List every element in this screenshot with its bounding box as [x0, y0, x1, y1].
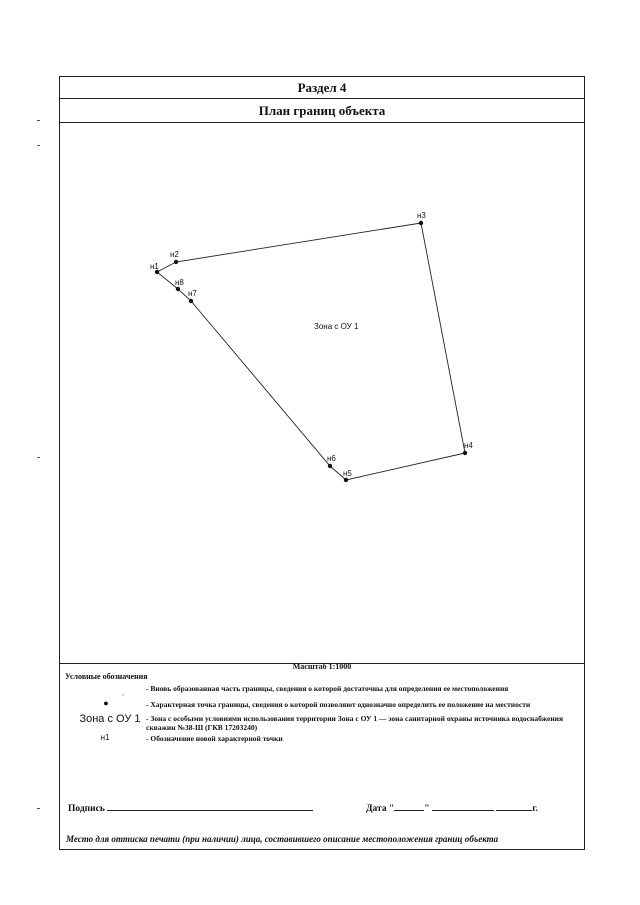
label-n2: н2: [170, 250, 179, 259]
seal-place-note: Место для оттиска печати (при наличии) лица, составившего описание местоположения границ объекта: [66, 834, 499, 844]
legend-symbol-point-id: н1: [100, 733, 110, 742]
legend-symbol-line: [65, 685, 145, 691]
scale-label: Масштаб 1:1000: [292, 662, 352, 671]
point-n3: [419, 221, 423, 225]
legend-symbol-zone: Зона с ОУ 1: [79, 713, 141, 725]
label-n6: н6: [327, 454, 336, 463]
date-day-line: [394, 801, 424, 811]
label-n1: н1: [150, 262, 159, 271]
point-n7: [189, 299, 193, 303]
signature-line: [107, 801, 313, 811]
date-year-line: [496, 801, 532, 811]
section-heading: Раздел 4: [60, 77, 584, 99]
boundary-polygon: [157, 223, 465, 480]
date-label: Дата ": [366, 804, 395, 814]
label-n3: н3: [417, 211, 426, 220]
signature-label: Подпись: [68, 804, 105, 814]
date-month-line: [432, 801, 494, 811]
point-n8: [176, 287, 180, 291]
legend-desc-zone: - Зона с особыми условиями использования территории Зона с ОУ 1 — зона санитарной охраны источника водоснабжения скважин №38-Ш (ГКВ 17203240): [146, 714, 564, 732]
label-n5: н5: [343, 469, 352, 478]
date-row: [366, 801, 538, 814]
point-n5: [344, 478, 348, 482]
plan-drawing: [60, 123, 584, 663]
margin-mark: [37, 457, 40, 458]
legend-title: Условные обозначения: [65, 672, 148, 681]
point-n2: [174, 260, 178, 264]
legend-symbol-point: ●: [103, 698, 109, 708]
legend-desc-point: - Характерная точка границы, сведения о которой позволяют однозначно определить ее положение на местности: [146, 700, 531, 709]
legend-desc-line: - Вновь образованная часть границы, сведения о которой достаточны для определения ее местоположения: [146, 684, 509, 693]
margin-mark: [37, 808, 40, 809]
point-labels: [150, 211, 473, 478]
boundary-plan: [60, 123, 584, 663]
label-n8: н8: [175, 278, 184, 287]
date-quote: ": [424, 804, 430, 814]
document-frame: [59, 76, 585, 850]
point-n6: [328, 464, 332, 468]
point-n4: [463, 451, 467, 455]
label-n7: н7: [188, 289, 197, 298]
legend-desc-point-id: - Обозначение новой характерной точки: [146, 734, 283, 743]
margin-mark: [37, 120, 40, 121]
label-n4: н4: [464, 441, 473, 450]
margin-mark: [37, 145, 40, 146]
zone-label: Зона с ОУ 1: [314, 322, 359, 331]
signature-row: [68, 801, 313, 814]
date-year-suffix: г.: [532, 804, 538, 814]
plan-title: План границ объекта: [60, 99, 584, 123]
